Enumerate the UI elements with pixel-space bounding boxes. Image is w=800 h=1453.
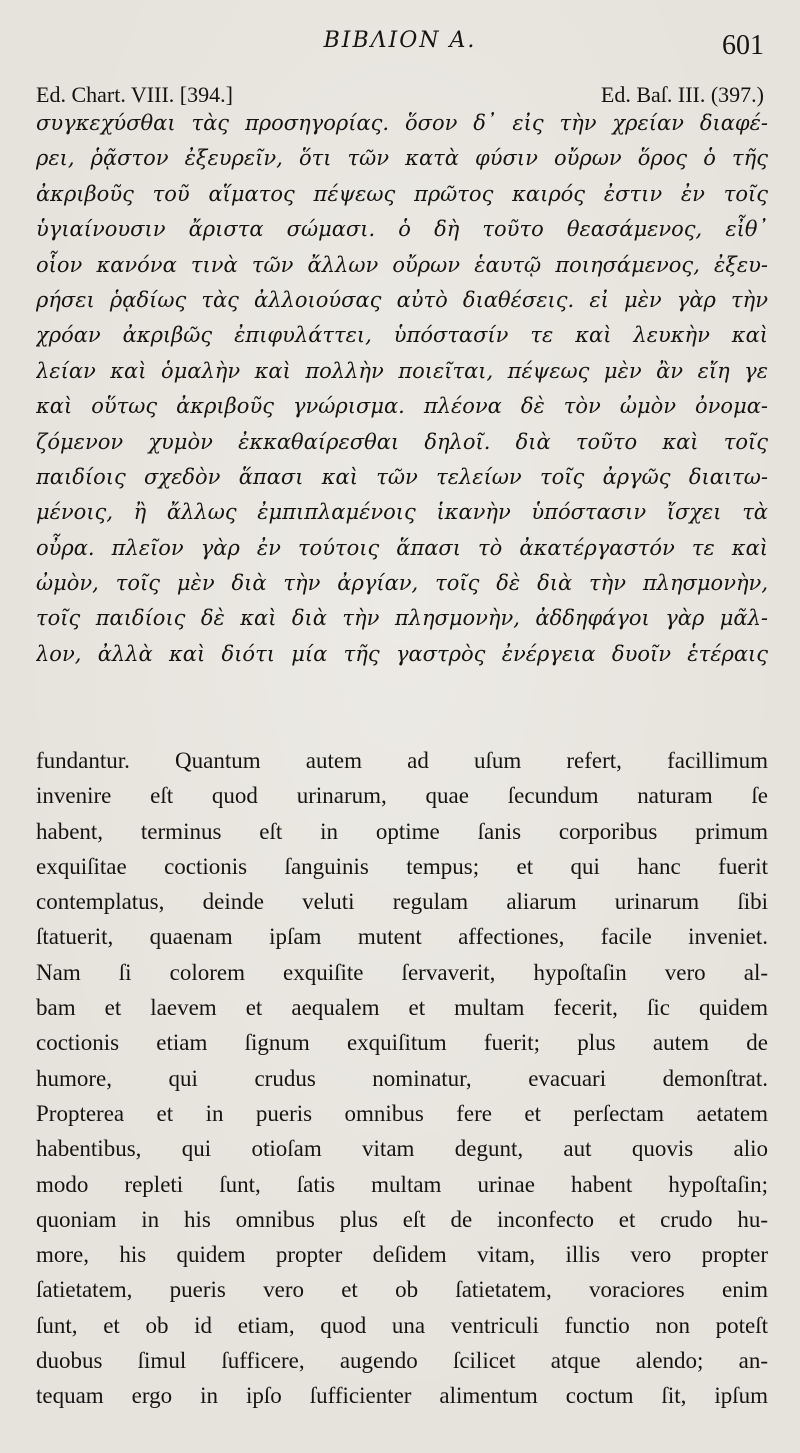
greek-line: οἷον κανόνα τινὰ τῶν ἄλλων οὔρων ἑαυτῷ ποιησάμενος, ἐξευ- <box>36 252 768 277</box>
greek-line: ζόμενον χυμὸν ἐκκαθαίρεσθαι δηλοῖ. διὰ τοῦτο καὶ τοῖς <box>36 429 768 454</box>
latin-line: ſatietatem, pueris vero et ob ſatietatem, voraciores enim <box>36 1277 768 1303</box>
page-number: 601 <box>722 30 764 61</box>
greek-line: μένοις, ἢ ἄλλως ἐμπιπλαμένοις ἱκανὴν ὑπόστασιν ἴσχει τὰ <box>36 500 768 525</box>
greek-line: ἀκριβοῦς τοῦ αἵματος πέψεως πρῶτος καιρός ἐστιν ἐν τοῖς <box>36 181 768 206</box>
greek-line: συγκεχύσθαι τὰς προσηγορίας. ὅσον δ᾽ εἰς τὴν χρείαν διαφέ- <box>36 111 768 135</box>
greek-text-block <box>36 106 768 672</box>
latin-line: Nam ſi colorem exquiſite ſervaverit, hypoſtaſin vero al- <box>36 959 768 985</box>
running-head: BIBΛΙΟΝ Α. <box>323 28 477 53</box>
greek-line: λον, ἀλλὰ καὶ διότι μία τῆς γαστρὸς ἐνέργεια δυοῖν ἑτέραις <box>36 641 768 666</box>
greek-line: ρει, ῥᾷστον ἐξευρεῖν, ὅτι τῶν κατὰ φύσιν οὔρων ὅρος ὁ τῆς <box>36 146 768 171</box>
greek-line: λείαν καὶ ὁμαλὴν καὶ πολλὴν ποιεῖται, πέψεως μὲν ἂν εἴη γε <box>36 358 768 383</box>
latin-line: exquiſitae coctionis ſanguinis tempus; et qui hanc fuerit <box>36 853 768 879</box>
latin-line: habent, terminus eſt in optime ſanis corporibus primum <box>36 818 768 844</box>
greek-line: τοῖς παιδίοις δὲ καὶ διὰ τὴν πλησμονὴν, ἀδδηφάγοι γὰρ μᾶλ- <box>36 606 768 631</box>
latin-text-block <box>36 743 768 1414</box>
greek-line: καὶ οὕτως ἀκριβοῦς γνώρισμα. πλέονα δὲ τὸν ὠμὸν ὀνομα- <box>36 394 768 419</box>
edition-reference-chartier: Ed. Chart. VIII. [394.] <box>36 82 233 107</box>
latin-line: coctionis etiam ſignum exquiſitum fuerit; plus autem de <box>36 1030 768 1056</box>
edition-reference-basel: Ed. Baſ. III. (397.) <box>600 82 764 107</box>
latin-line: contemplatus, deinde veluti regulam aliarum urinarum ſibi <box>36 889 768 915</box>
latin-line: bam et laevem et aequalem et multam fecerit, ſic quidem <box>36 995 768 1021</box>
greek-line: ὑγιαίνουσιν ἄριστα σώμασι. ὁ δὴ τοῦτο θεασάμενος, εἶθ᾽ <box>36 217 768 242</box>
latin-line: quoniam in his omnibus plus eſt de inconfecto et crudo hu- <box>36 1206 768 1232</box>
latin-line: tequam ergo in ipſo ſufficienter alimentum coctum ſit, ipſum <box>36 1383 768 1409</box>
latin-line: habentibus, qui otioſam vitam degunt, aut quovis alio <box>36 1136 768 1162</box>
latin-line: ſtatuerit, quaenam ipſam mutent affectiones, facile inveniet. <box>36 924 768 950</box>
latin-line: duobus ſimul ſufficere, augendo ſcilicet atque alendo; an- <box>36 1348 768 1374</box>
greek-line: παιδίοις σχεδὸν ἅπασι καὶ τῶν τελείων τοῖς ἀργῶς διαιτω- <box>36 464 768 489</box>
latin-line: Propterea et in pueris omnibus fere et perſectam aetatem <box>36 1100 768 1126</box>
latin-line: modo repleti ſunt, ſatis multam urinae habent hypoſtaſin; <box>36 1171 768 1197</box>
greek-line: χρόαν ἀκριβῶς ἐπιφυλάττει, ὑπόστασίν τε καὶ λευκὴν καὶ <box>36 323 768 348</box>
latin-line: ſunt, et ob id etiam, quod una ventriculi functio non poteſt <box>36 1312 768 1338</box>
greek-line: οὖρα. πλεῖον γὰρ ἐν τούτοις ἅπασι τὸ ἀκατέργαστόν τε καὶ <box>36 535 768 560</box>
latin-line: invenire eſt quod urinarum, quae ſecundum naturam ſe <box>36 783 768 809</box>
latin-line: more, his quidem propter deſidem vitam, illis vero propter <box>36 1242 768 1268</box>
latin-line: fundantur. Quantum autem ad uſum refert, facillimum <box>36 748 768 773</box>
latin-line: humore, qui crudus nominatur, evacuari demonſtrat. <box>36 1065 768 1091</box>
greek-line: ὠμὸν, τοῖς μὲν διὰ τὴν ἀργίαν, τοῖς δὲ διὰ τὴν πλησμονὴν, <box>36 571 768 596</box>
greek-line: ρήσει ῥᾳδίως τὰς ἀλλοιούσας αὐτὸ διαθέσεις. εἰ μὲν γὰρ τὴν <box>36 287 768 312</box>
